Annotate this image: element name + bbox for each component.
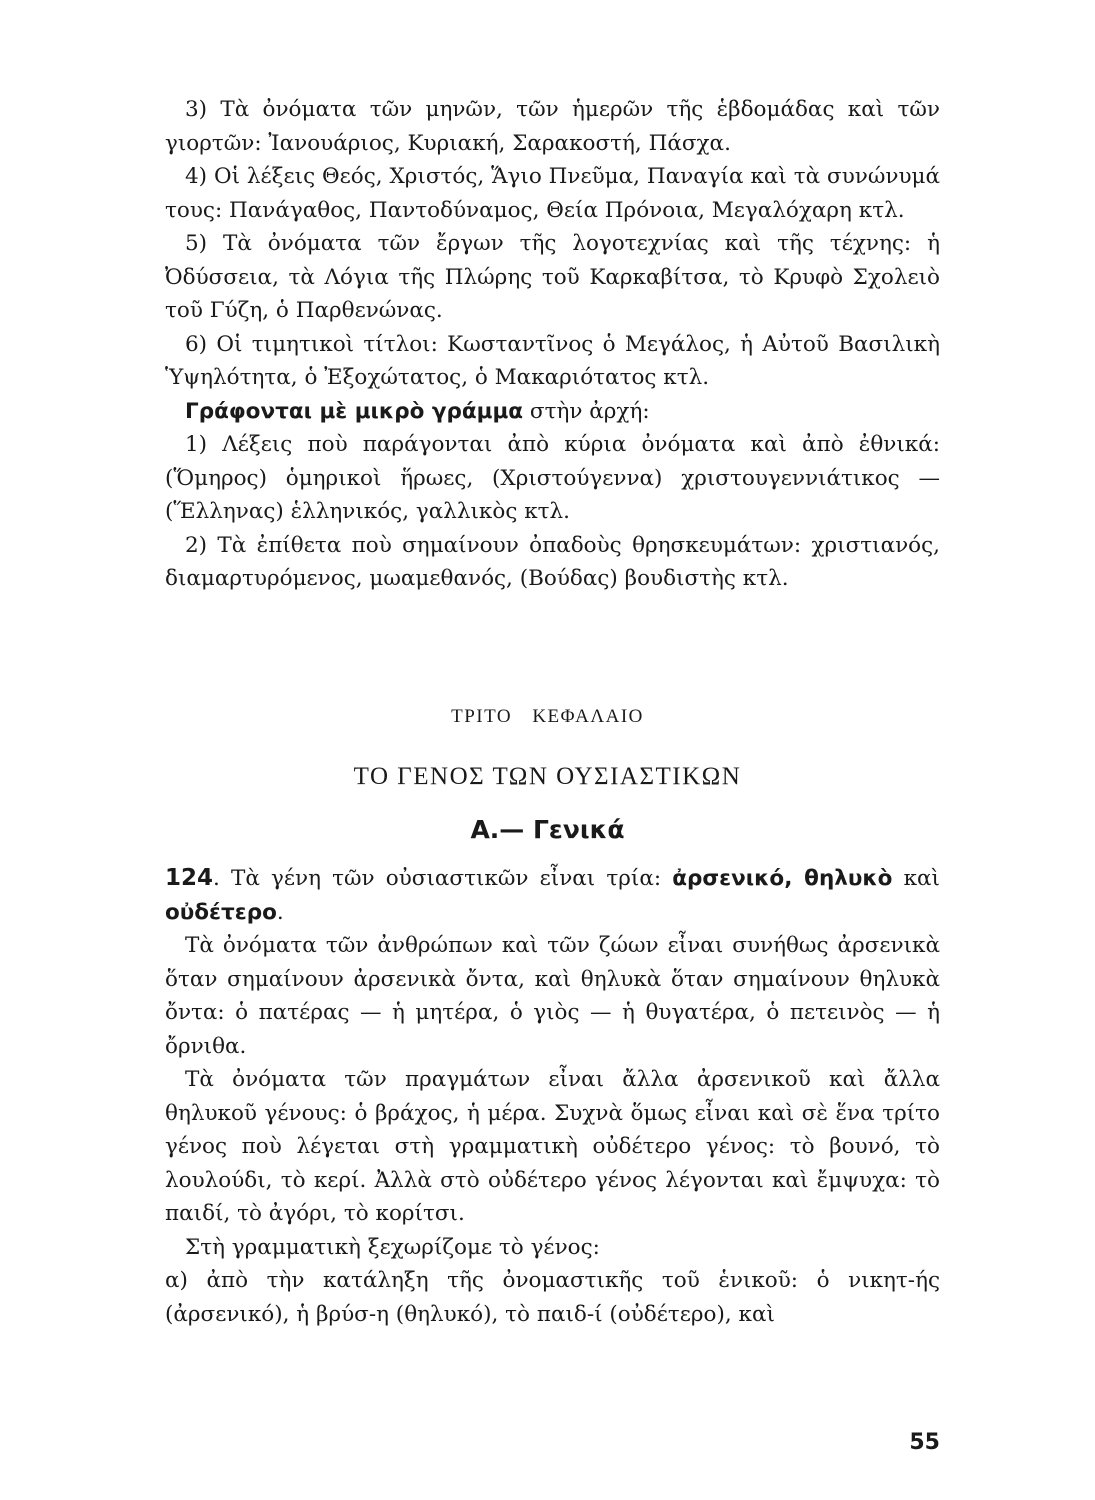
body-paragraph: Στὴ γραμματικὴ ξεχωρίζομε τὸ γένος:	[185, 1234, 600, 1260]
chapter-title: ΤΟ ΓΕΝΟΣ ΤΩΝ ΟΥΣΙΑΣΤΙΚΩΝ	[353, 763, 742, 790]
list-item: 3) Τὰ ὀνόματα τῶν μηνῶν, τῶν ἡμερῶν τῆς ἑβδομάδας καὶ τῶν γιορτῶν: Ἰανουάριος, Κυριακή, Σαρακοστή, Πάσχα.	[165, 97, 940, 156]
lowercase-heading-bold: Γράφονται μὲ μικρὸ γράμμα	[185, 398, 524, 424]
bottom-text-block	[165, 862, 940, 1331]
list-item: 4) Οἱ λέξεις Θεός, Χριστός, Ἅγιο Πνεῦμα, Παναγία καὶ τὰ συνώνυμά τους: Πανάγαθος, Παντοδύναμος, Θεία Πρόνοια, Μεγαλόχαρη κτλ.	[165, 164, 940, 223]
section-title: Α.— Γενικά	[470, 815, 625, 844]
bold-term: οὐδέτερο	[165, 899, 277, 925]
top-text-block	[165, 93, 940, 596]
chapter-label: ΤΡΙΤΟ ΚΕΦΑΛΑΙΟ	[451, 706, 644, 727]
paragraph-number: 124	[165, 865, 214, 891]
paragraph-124	[165, 862, 940, 929]
page-number: 55	[909, 1430, 940, 1455]
paragraph-text: καὶ	[892, 866, 940, 891]
lowercase-heading-rest: στὴν ἀρχή:	[523, 398, 650, 424]
paragraph-text: .	[276, 899, 284, 925]
list-item: 6) Οἱ τιμητικοὶ τίτλοι: Κωσταντῖνος ὁ Μεγάλος, ἡ Αὐτοῦ Βασιλικὴ Ὑψηλότητα, ὁ Ἐξοχώτατος, ὁ Μακαριότατος κτλ.	[165, 331, 940, 390]
body-paragraph: α) ἀπὸ τὴν κατάληξη τῆς ὀνομαστικῆς τοῦ ἑνικοῦ: ὁ νικητ-ής (ἀρσενικό), ἡ βρύσ-η (θηλυκό), τὸ παιδ-ί (οὐδέτερο), καὶ	[165, 1268, 940, 1327]
body-paragraph: Τὰ ὀνόματα τῶν πραγμάτων εἶναι ἄλλα ἀρσενικοῦ καὶ ἄλλα θηλυκοῦ γένους: ὁ βράχος, ἡ μέρα. Συχνὰ ὅμως εἶναι καὶ σὲ ἕνα τρίτο γένος ποὺ λέγεται στὴ γραμματικὴ οὐδέτερο γένος: τὸ βουνό, τὸ λουλούδι, τὸ κερί. Ἀλλὰ στὸ οὐδέτερο γένος λέγονται καὶ ἔμψυχα: τὸ παιδί, τὸ ἀγόρι, τὸ κορίτσι.	[165, 1067, 940, 1226]
list-item: 5) Τὰ ὀνόματα τῶν ἔργων τῆς λογοτεχνίας καὶ τῆς τέχνης: ἡ Ὀδύσσεια, τὰ Λόγια τῆς Πλώρης τοῦ Καρκαβίτσα, τὸ Κρυφὸ Σχολειὸ τοῦ Γύζη, ὁ Παρθενώνας.	[165, 231, 940, 323]
paragraph-text: . Τὰ γένη τῶν οὐσιαστικῶν εἶναι τρία:	[213, 866, 673, 891]
list-item: 1) Λέξεις ποὺ παράγονται ἀπὸ κύρια ὀνόματα καὶ ἀπὸ ἐθνικά: (Ὅμηρος) ὁμηρικοὶ ἥρωες, (Χριστούγεννα) χριστουγεννιάτικος — (Ἕλληνας) ἑλληνικός, γαλλικὸς κτλ.	[165, 432, 940, 524]
lowercase-heading	[165, 395, 940, 429]
bold-term: ἀρσενικό, θηλυκὸ	[672, 866, 893, 891]
list-item: 2) Τὰ ἐπίθετα ποὺ σημαίνουν ὀπαδοὺς θρησκευμάτων: χριστιανός, διαμαρτυρόμενος, μωαμεθανός, (Βούδας) βουδιστὴς κτλ.	[165, 532, 940, 591]
body-paragraph: Τὰ ὀνόματα τῶν ἀνθρώπων καὶ τῶν ζώων εἶναι συνήθως ἀρσενικὰ ὅταν σημαίνουν ἀρσενικὰ ὄντα, καὶ θηλυκὰ ὅταν σημαίνουν θηλυκὰ ὄντα: ὁ πατέρας — ἡ μητέρα, ὁ γιὸς — ἡ θυγατέρα, ὁ πετεινὸς — ἡ ὄρνιθα.	[165, 933, 940, 1059]
